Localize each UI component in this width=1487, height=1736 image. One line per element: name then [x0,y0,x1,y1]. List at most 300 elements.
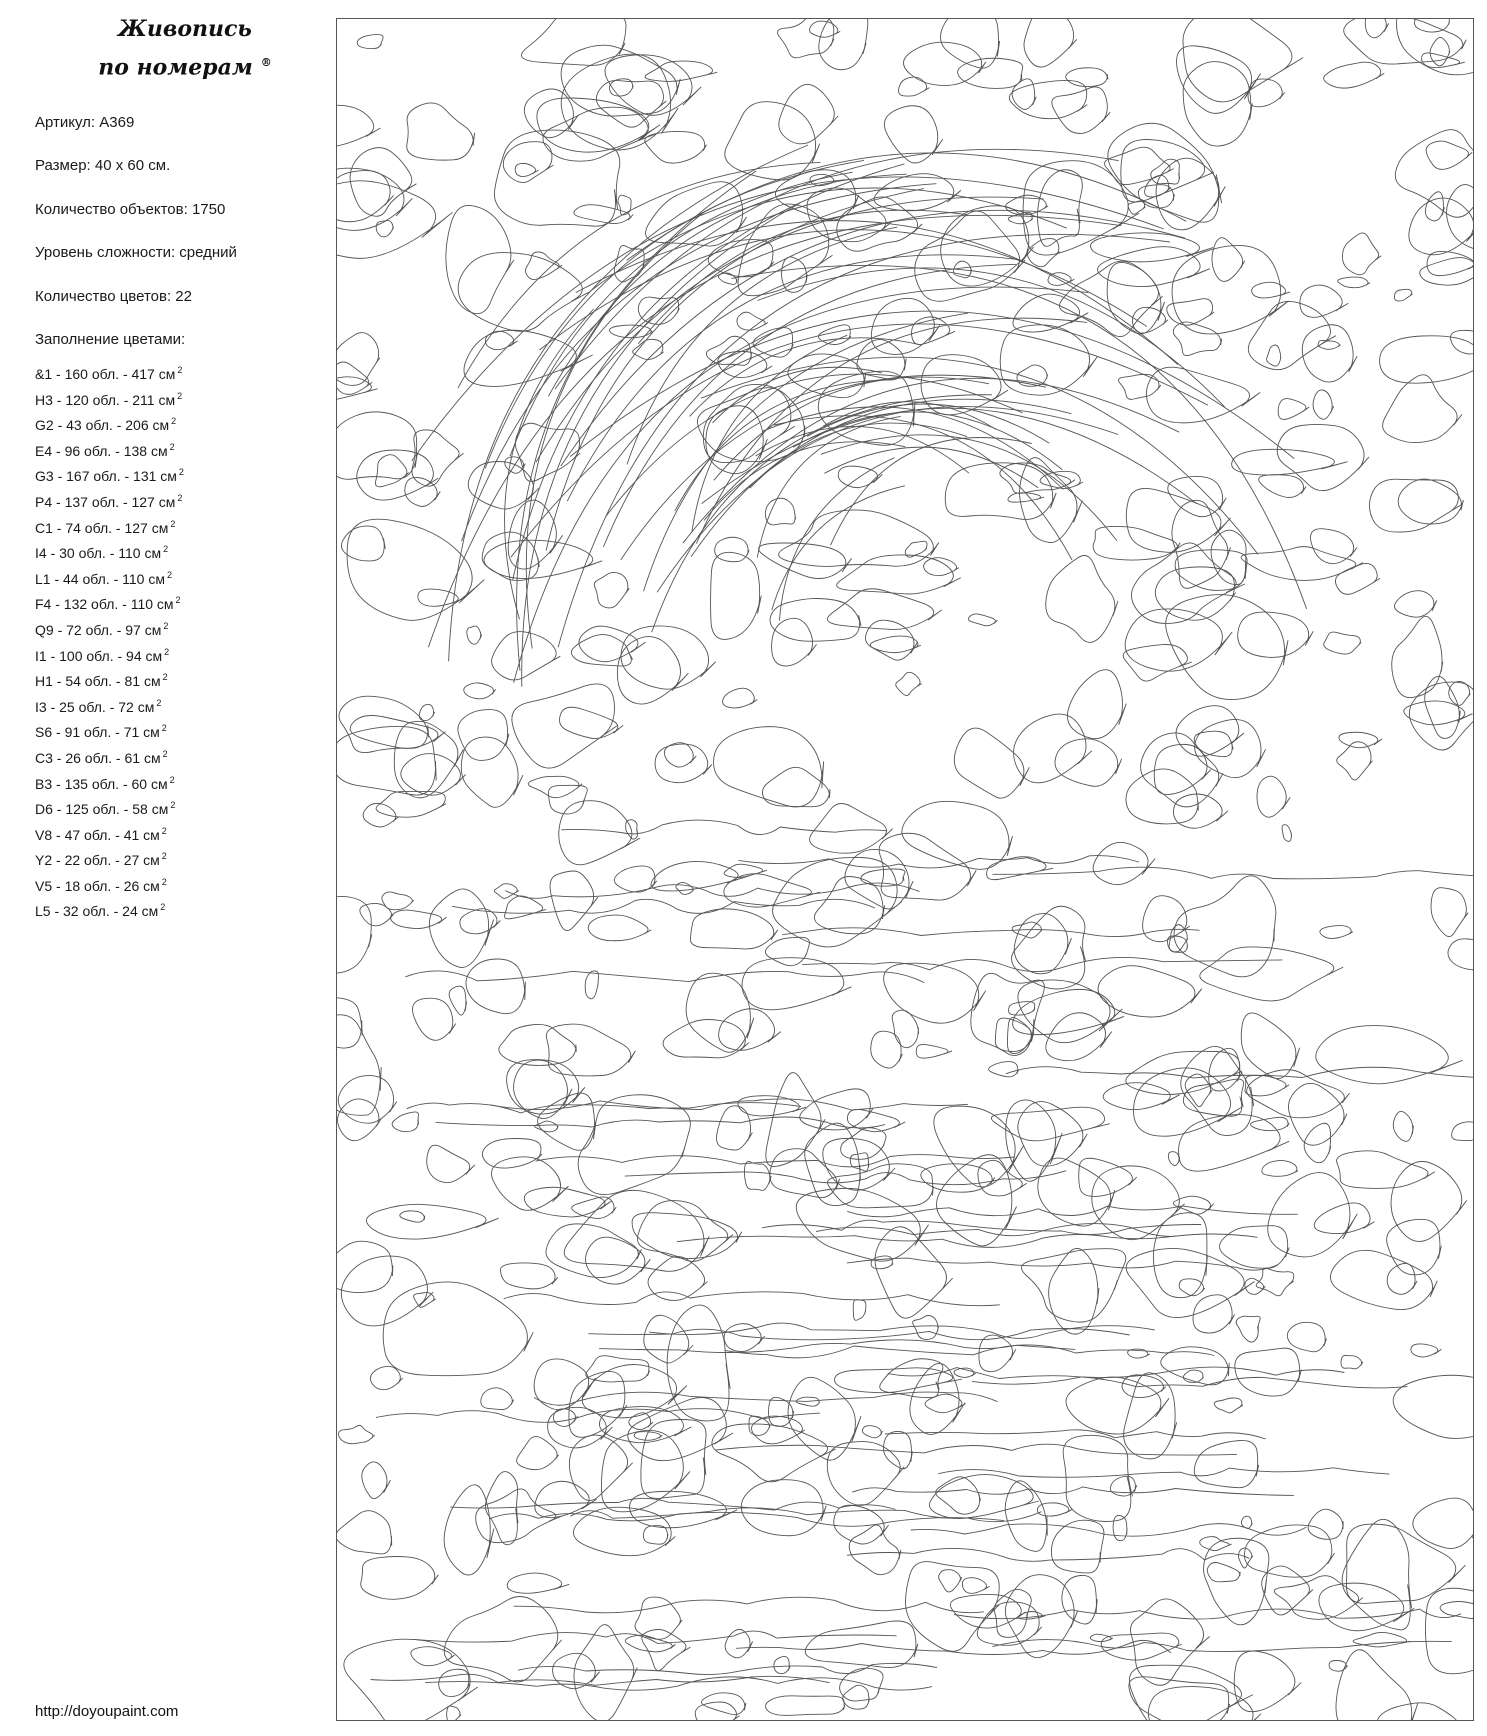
outline-region [572,1197,616,1218]
outline-region [1214,1398,1242,1413]
brand-line-2-text: по номерам [98,54,253,81]
outline-region [1209,1048,1242,1091]
outline-region [690,909,778,949]
outline-region [1320,926,1353,939]
outline-region [774,416,1072,560]
outline-region [594,572,629,608]
outline-region [1046,1013,1112,1061]
outline-region [1394,289,1412,301]
outline-region [375,455,408,487]
outline-region [1012,906,1086,989]
squared-mark: 2 [167,569,173,580]
outline-region [989,1062,1019,1077]
outline-region [337,105,381,147]
outline-region [884,963,986,1023]
squared-mark: 2 [170,518,176,529]
outline-region [757,268,1224,407]
outline-region [407,103,475,160]
outline-region [1236,1316,1260,1342]
outline-region [425,1677,932,1690]
color-fill-text: I1 - 100 обл. - 94 см [35,647,163,664]
squared-mark: 2 [178,467,184,478]
outline-region [599,1407,691,1443]
squared-mark: 2 [164,646,170,657]
outline-region [1167,299,1214,325]
outline-region [338,1425,374,1443]
brand-line-2 [60,46,310,84]
outline-region [1046,555,1118,642]
outline-region [1420,258,1474,286]
outline-region [1207,1563,1240,1582]
outline-region [1092,1166,1185,1240]
outline-region [1052,87,1110,134]
color-fill-item [35,872,184,898]
outline-region [467,626,482,644]
color-fill-text: I3 - 25 обл. - 72 см [35,698,155,715]
outline-region [834,1368,961,1393]
outline-region [774,1656,790,1673]
outline-region [1155,567,1235,620]
outline-region [987,857,1053,880]
fill-heading: Заполнение цветами: [35,331,186,349]
outline-region [521,19,626,65]
color-fill-item [35,386,184,412]
color-fill-item [35,411,184,437]
canvas-size: Размер: 40 х 60 см. [35,157,171,175]
outline-region [714,377,989,480]
outline-region [1105,147,1174,184]
outline-region [646,182,747,246]
color-fill-item [35,718,184,744]
outline-region [492,632,561,680]
outline-region [428,215,1121,647]
outline-region [1128,201,1145,214]
outline-drawing [337,19,1474,1721]
outline-region [391,910,447,928]
outline-region [559,707,623,738]
outline-region [1179,1115,1289,1172]
outline-region [596,80,666,127]
outline-region [1055,739,1122,787]
outline-region [561,820,887,834]
outline-region [1256,1268,1294,1295]
outline-region [1241,547,1363,581]
outline-region [913,1316,939,1340]
color-fill-text: F4 - 132 обл. - 110 см [35,596,174,613]
outline-region [779,458,894,621]
outline-region [574,1625,637,1721]
outline-region [1194,1440,1258,1487]
outline-region [1337,1151,1435,1189]
legend-sidebar [0,0,330,1736]
outline-region [938,1468,1389,1477]
squared-mark: 2 [161,723,167,734]
outline-region [911,317,954,345]
squared-mark: 2 [169,774,175,785]
outline-region [1048,273,1074,286]
outline-region [742,958,852,1010]
outline-region [1005,1481,1047,1552]
outline-region [412,998,455,1040]
outline-region [1093,842,1155,884]
outline-region [1413,1498,1474,1548]
outline-region [862,1426,882,1438]
outline-region [1200,947,1343,1001]
outline-region [522,203,800,686]
outline-region [528,776,582,797]
outline-region [586,1237,651,1284]
outline-region [341,1256,433,1326]
outline-region [1259,475,1306,498]
outline-region [1330,1250,1437,1309]
outline-region [925,1394,965,1413]
outline-region [1452,1122,1474,1141]
outline-region [692,335,847,531]
squared-mark: 2 [163,544,169,555]
outline-region [337,1015,381,1116]
outline-region [1238,1548,1253,1568]
outline-region [405,477,441,506]
outline-region [599,1340,1075,1353]
outline-region [1067,670,1126,739]
outline-region [482,1138,542,1168]
color-fill-text: I4 - 30 обл. - 110 см [35,545,162,562]
outline-region [558,234,1170,647]
outline-region [725,102,820,180]
outline-region [690,338,921,417]
outline-region [579,626,646,662]
outline-region [1173,322,1221,356]
outline-region [1300,285,1348,317]
outline-region [1448,939,1474,970]
outline-region [337,1241,393,1292]
outline-region [1449,681,1471,705]
outline-region [1126,488,1230,552]
outline-region [828,1164,934,1208]
outline-region [941,19,1000,68]
outline-region [906,1562,1000,1652]
outline-region [585,971,598,999]
outline-region [1425,192,1444,221]
outline-region [958,58,1023,88]
outline-region [632,1213,742,1259]
outline-region [824,447,1038,488]
outline-region [715,537,749,561]
outline-region [418,589,462,606]
outline-region [464,683,496,699]
outline-region [617,637,688,704]
brand-line-1: Живопись [118,16,252,42]
outline-region [683,378,1179,543]
outline-region [1377,1703,1459,1721]
outline-region [1024,19,1077,67]
outline-region [802,957,1282,971]
outline-region [1179,1279,1205,1296]
outline-region [810,21,841,37]
outline-region [1238,612,1313,657]
outline-region [337,412,417,479]
outline-region [446,205,514,313]
outline-region [697,388,804,462]
outline-region [765,1696,844,1716]
outline-region [1063,1435,1132,1521]
outline-region [637,1201,732,1262]
outline-region [1252,282,1290,298]
color-fill-text: S6 - 91 обл. - 71 см [35,724,160,741]
outline-region [711,552,762,639]
product-info [35,101,237,361]
article-number: Артикул: A369 [35,114,135,131]
outline-region [871,1031,903,1068]
color-fill-text: G3 - 167 обл. - 131 см [35,468,177,485]
outline-region [609,325,652,338]
outline-region [765,937,809,965]
squared-mark: 2 [171,416,177,427]
outline-region [1262,1160,1298,1176]
outline-region [569,1435,632,1501]
outline-region [517,1437,559,1470]
color-fill-item [35,795,184,821]
squared-mark: 2 [161,851,167,862]
outline-region [847,1258,1278,1270]
outline-region [772,618,817,666]
squared-mark: 2 [177,390,183,401]
outline-region [978,1160,1027,1196]
outline-region [852,1487,1294,1496]
color-fill-text: Y2 - 22 обл. - 27 см [35,852,160,869]
outline-region [992,867,1474,879]
outline-region [1129,1677,1230,1721]
color-fill-item [35,667,184,693]
outline-region [621,626,716,689]
outline-region [1062,1575,1097,1624]
color-fill-item [35,616,184,642]
outline-region [732,265,1307,608]
outline-region [1257,776,1290,817]
outline-region [1173,794,1228,828]
outline-region [494,130,619,226]
outline-region [1107,262,1164,333]
outline-region [1425,1588,1474,1674]
outline-region [337,1511,392,1554]
squared-mark: 2 [170,800,176,811]
outline-region [738,856,1139,868]
outline-region [1038,1158,1115,1226]
outline-region [827,589,941,630]
outline-region [573,1507,675,1556]
outline-region [1168,1152,1179,1166]
color-fill-item [35,821,184,847]
outline-region [1220,1226,1290,1269]
outline-region [979,1335,1016,1372]
brand-logo [60,12,310,84]
outline-region [461,737,523,807]
outline-region [481,1388,514,1410]
outline-region [1014,714,1092,783]
outline-region [627,153,1187,260]
color-fill-item [35,693,184,719]
outline-region [1411,1344,1442,1357]
outline-region [1339,732,1382,747]
outline-region [691,399,1071,557]
color-fill-text: L5 - 32 обл. - 24 см [35,903,159,920]
outline-region [1431,888,1468,937]
outline-region [663,1019,749,1057]
outline-region [1342,233,1381,275]
outline-region [510,172,853,456]
squared-mark: 2 [175,595,181,606]
color-fill-text: C1 - 74 обл. - 127 см [35,519,169,536]
outline-region [779,84,838,143]
color-fill-text: C3 - 26 обл. - 61 см [35,749,161,766]
outline-region [1341,1355,1363,1368]
outline-region [870,636,921,653]
outline-region [1066,68,1108,87]
outline-region [899,77,930,96]
outline-region [1313,390,1334,419]
outline-region [360,903,393,925]
color-fill-text: Q9 - 72 обл. - 97 см [35,621,162,638]
outline-region [782,928,1199,937]
outline-region [717,1106,753,1150]
color-fill-item [35,590,184,616]
difficulty-level: Уровень сложности: средний [35,244,237,262]
outline-region [1183,62,1252,146]
outline-region [1183,1079,1243,1116]
outline-region [1338,277,1370,288]
outline-region [535,1481,597,1517]
outline-region [716,1444,1237,1455]
website-link[interactable]: http://doyoupaint.com [35,1703,179,1720]
color-fill-text: H3 - 120 обл. - 211 см [35,391,176,408]
outline-region [1422,53,1465,68]
outline-region [805,1123,861,1205]
outline-region [515,163,538,176]
outline-region [546,1024,635,1076]
outline-region [1336,1650,1418,1721]
outline-region [383,1282,533,1376]
color-fill-item [35,897,184,923]
outline-region [507,1060,585,1115]
color-fill-text: E4 - 96 обл. - 138 см [35,442,168,459]
outline-region [713,727,823,807]
color-fill-item [35,565,184,591]
outline-region [805,1621,918,1668]
outline-region [1232,449,1348,475]
color-fill-item [35,642,184,668]
outline-region [1440,1601,1474,1618]
outline-region [1049,1248,1099,1334]
outline-region [950,1594,1025,1628]
outline-region [1278,399,1309,420]
outline-region [1113,1515,1127,1540]
outline-region [814,876,884,933]
outline-region [821,435,1117,541]
outline-region [1183,19,1303,102]
outline-region [507,1573,569,1593]
outline-region [819,19,868,70]
outline-region [1177,46,1261,114]
squared-mark: 2 [169,441,175,452]
outline-region [1168,476,1226,516]
outline-region [1119,374,1161,399]
outline-region [635,1597,682,1639]
color-fill-item [35,514,184,540]
outline-region [756,426,970,473]
outline-region [1126,1248,1254,1317]
outline-region [910,1363,965,1434]
color-fill-item [35,488,184,514]
outline-region [843,1685,869,1709]
color-fill-item [35,437,184,463]
color-fill-text: &1 - 160 обл. - 417 см [35,366,176,382]
outline-region [337,181,453,259]
outline-region [447,1706,461,1721]
outline-region [1008,493,1044,502]
outline-region [676,882,694,894]
outline-region [1251,1117,1290,1130]
color-fill-text: G2 - 43 обл. - 206 см [35,417,170,434]
outline-region [968,614,997,626]
outline-region [1304,1123,1331,1162]
outline-region [1365,19,1388,38]
outline-region [1234,1651,1301,1712]
outline-region [954,1609,1461,1619]
outline-region [1126,769,1198,824]
outline-region [588,915,651,941]
outline-region [1148,1687,1261,1721]
outline-region [677,1234,1176,1247]
outline-region [1393,1375,1474,1438]
outline-region [449,986,466,1015]
outline-region [1125,609,1232,671]
outline-region [570,311,1294,459]
outline-region [492,1157,569,1211]
outline-region [648,1256,707,1300]
outline-region [1387,1263,1417,1294]
outline-region [517,171,757,671]
outline-region [757,416,900,557]
outline-region [1248,301,1336,369]
coloring-canvas [336,18,1474,1721]
color-fill-item [35,846,184,872]
outline-region [337,377,378,401]
outline-region [514,1597,984,1613]
outline-region [370,1366,402,1389]
color-fill-text: B3 - 135 обл. - 60 см [35,775,168,792]
outline-region [337,998,362,1048]
outline-region [655,744,712,783]
outline-region [366,1204,498,1239]
outline-region [1282,825,1291,842]
outline-region [954,728,1029,798]
outline-region [1426,141,1472,169]
outline-region [337,1099,381,1141]
outline-region [362,1462,391,1499]
outline-region [649,1323,1155,1338]
squared-mark: 2 [161,876,167,887]
color-count: Количество цветов: 22 [35,287,192,305]
outline-region [1288,1083,1346,1145]
outline-region [1287,1322,1326,1351]
color-fill-item [35,462,184,488]
outline-region [534,1392,998,1405]
outline-region [561,54,678,150]
outline-region [652,395,992,632]
outline-region [936,1477,981,1514]
outline-region [744,1162,771,1191]
outline-region [759,543,852,579]
